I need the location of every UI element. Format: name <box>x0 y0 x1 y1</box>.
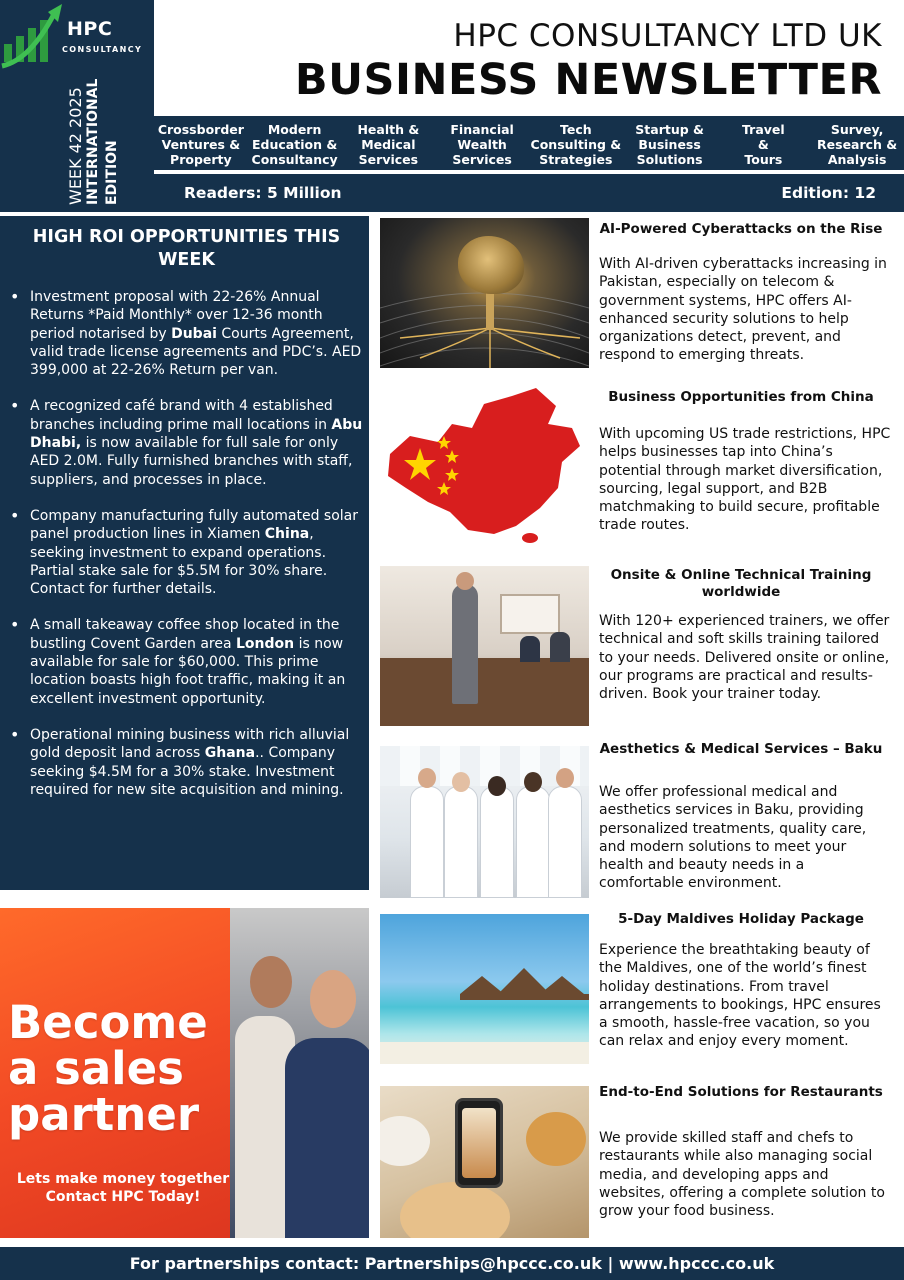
article-body-medical: We offer professional medical and aesthetics services in Baku, providing personalized treatments, quality care, and modern solutions to meet your health and beauty needs in a comfortable environment. <box>599 784 867 892</box>
roi-item: • Company manufacturing fully automated solar panel production lines in Xiamen China, seeking investment to expand operations. Partial stake sale for $5.5M for 30% share. Contact for further details. <box>8 507 364 598</box>
article-title-training: Onsite & Online Technical Training worldwide <box>610 567 872 600</box>
ad-subline: Lets make money together Contact HPC Today! <box>16 1171 230 1205</box>
service-categories-bar <box>154 116 904 170</box>
roi-item: • A recognized café brand with 4 established branches including prime mall locations in Abu Dhabi, is now available for full sale for only AED 2.0M. Fully furnished branches with staff, suppliers, and processes in place. <box>8 397 364 488</box>
article-body-ai: With AI-driven cyberattacks increasing in Pakistan, especially on telecom & government systems, HPC offers AI-enhanced security solutions to help organizations detect, prevent, and respond to emerging threats. <box>599 256 887 364</box>
partnership-footer[interactable]: For partnerships contact: Partnerships@hpccc.co.uk | www.hpccc.co.uk <box>0 1247 904 1280</box>
growth-arrow-icon <box>0 0 64 72</box>
roi-item: • Operational mining business with rich alluvial gold deposit land across Ghana.. Company seeking $4.5M for a 30% stake. Investment required for new site acquisition and mining. <box>8 726 364 799</box>
roi-item: • Investment proposal with 22-26% Annual Returns *Paid Monthly* over 12-36 month period notarised by Dubai Courts Agreement, valid trade license agreements and PDC’s. AED 399,000 at 22-26% Return per van. <box>8 288 364 379</box>
readers-count: Readers: 5 Million <box>184 184 342 202</box>
training-room-image <box>380 566 589 726</box>
week-label: WEEK 42 2025 <box>66 87 85 205</box>
roi-item: • A small takeaway coffee shop located in the bustling Covent Garden area London is now available for sale for $60,000. This prime location boasts high foot traffic, making it an excellent investment opportunity. <box>8 616 364 707</box>
edition-label: INTERNATIONAL EDITION <box>85 78 120 205</box>
sales-partner-ad[interactable] <box>0 908 369 1238</box>
article-body-training: With 120+ experienced trainers, we offer technical and soft skills training tailored to your needs. Delivered onsite or online, our programs are practical and results-driven. Book your trainer today. <box>599 613 890 703</box>
ai-brain-image <box>380 218 589 368</box>
article-body-china: With upcoming US trade restrictions, HPC helps businesses tap into China’s potential through market diversification, sourcing, legal support, and B2B matchmaking to build secure, profitable trade routes. <box>599 426 891 534</box>
roi-title: HIGH ROI OPPORTUNITIES THIS WEEK <box>32 227 341 270</box>
company-name: HPC CONSULTANCY LTD UK <box>453 18 882 54</box>
nav-item-survey[interactable]: Survey, Research & Analysis <box>817 122 898 167</box>
nav-item-tech[interactable]: Tech Consulting & Strategies <box>530 122 622 167</box>
stats-bar <box>154 174 904 212</box>
article-body-maldives: Experience the breathtaking beauty of the Maldives, one of the world’s finest holiday destinations. From travel arrangements to bookings, HPC ensures a smooth, hassle-free vacation, so you can relax and enjoy every moment. <box>599 942 881 1050</box>
article-body-restaurants: We provide skilled staff and chefs to restaurants while also managing social media, and developing apps and websites, offering a complete solution to grow your food business. <box>599 1130 885 1220</box>
china-map-image <box>380 384 589 544</box>
roi-list <box>8 288 364 817</box>
article-title-medical: Aesthetics & Medical Services – Baku <box>599 741 883 757</box>
ad-headline: Become a sales partner <box>8 996 208 1141</box>
side-band <box>0 0 154 212</box>
newsletter-title: BUSINESS NEWSLETTER <box>294 55 882 105</box>
restaurant-phone-image <box>380 1086 589 1238</box>
logo-tagline: CONSULTANCY <box>62 45 143 54</box>
business-people-photo <box>230 908 369 1238</box>
article-title-maldives: 5-Day Maldives Holiday Package <box>618 911 864 927</box>
article-title-china: Business Opportunities from China <box>608 389 874 405</box>
article-title-restaurants: End-to-End Solutions for Restaurants <box>599 1084 883 1100</box>
company-logo[interactable] <box>0 0 154 72</box>
medical-team-image <box>380 746 589 898</box>
maldives-resort-image <box>380 914 589 1064</box>
edition-number: Edition: 12 <box>781 184 876 202</box>
nav-item-startup[interactable]: Startup & Business Solutions <box>635 122 704 167</box>
nav-item-education[interactable]: Modern Education & Consultancy <box>251 122 338 167</box>
nav-item-financial[interactable]: Financial Wealth Services <box>450 122 514 167</box>
logo-name: HPC <box>67 18 113 40</box>
nav-item-travel[interactable]: Travel & Tours <box>742 122 785 167</box>
nav-item-crossborder[interactable]: Crossborder Ventures & Property <box>157 122 244 167</box>
roi-panel <box>0 216 369 890</box>
article-title-ai: AI-Powered Cyberattacks on the Rise <box>599 221 883 237</box>
nav-item-health[interactable]: Health & Medical Services <box>357 122 420 167</box>
